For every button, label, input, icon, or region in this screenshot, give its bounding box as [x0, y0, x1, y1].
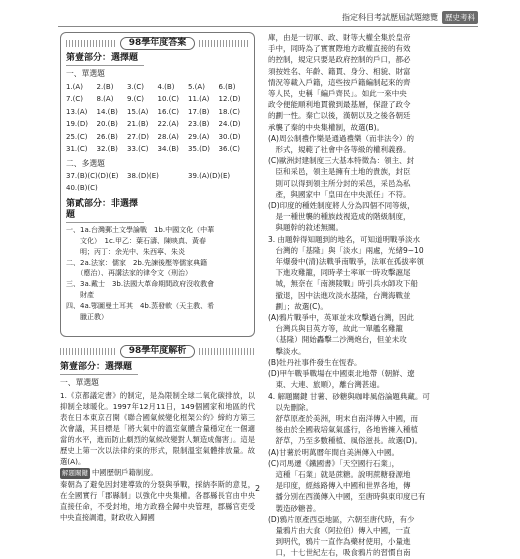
answer-item: 6.(B) — [218, 82, 236, 91]
text-line: 劃」；故選(C)。 — [268, 301, 328, 311]
nonchoice-line: 臘正教） — [66, 312, 108, 321]
answer-item: 8.(A) — [96, 95, 114, 104]
text-line: 政令便能順利地貫徹到最基層，保證了政令 — [268, 100, 411, 110]
answer-item: 33.(C) — [127, 145, 149, 154]
answer-item: 3.(C) — [127, 82, 145, 91]
single-choice-title: 一、單選題 — [66, 69, 105, 79]
answer-item: 24.(D) — [218, 120, 241, 129]
answers-part1-title: 第壹部分：選擇題 — [66, 53, 144, 66]
answer-item: 4.(B) — [157, 82, 175, 91]
banner-stripe-right — [199, 348, 255, 355]
answer-item: 38.(D)(E) — [127, 171, 159, 180]
answer-item: 28.(A) — [157, 132, 179, 141]
nonchoice-line: 明；丙丁：余光中、朱西寧、朱炎 — [66, 247, 185, 256]
answer-item: 19.(D) — [66, 120, 88, 129]
text-line: 庫，由是一切軍、政、財等大權全集於皇帝 — [268, 33, 411, 42]
nonchoice-line: 財產 — [66, 291, 94, 299]
header-divider — [58, 26, 478, 27]
text-line: 播分別在西漢傳入中國，至唐時與東印度已有 — [268, 492, 426, 502]
text-line: 下進攻雞籠，同時孝士率軍一時攻擊滬尾 — [268, 268, 411, 278]
nonchoice-line: 二、2a.法家：儒家 2b.先諫後壓等儒家典籍 — [66, 258, 208, 267]
analysis-part1-title: 第壹部分：選擇題 — [60, 362, 138, 375]
page-header — [58, 9, 478, 25]
answer-item: 26.(B) — [96, 132, 118, 141]
text-line: 產，與國家中「皇田在中央派任」不符。 — [268, 189, 411, 199]
text-line: 量鴉片由大食（阿拉伯）傳入中國，一直 — [268, 525, 411, 535]
answer-item: 2.(B) — [96, 82, 114, 91]
text-line: 臣和采邑，領主是擁有土地的貴族，封臣 — [268, 167, 411, 177]
answer-item: 12.(D) — [218, 95, 241, 104]
answer-item: 22.(A) — [157, 120, 179, 129]
subject-badge: 歷史考科 — [442, 11, 478, 24]
analysis-title: 98學年度解析 — [120, 345, 196, 358]
text-line: 情況等載入戶籍，這些按戶籍編制起來的齊 — [268, 77, 411, 87]
answers-title: 98學年度答案 — [120, 37, 196, 50]
text-line: 的控制，規定只要是政府控制的戶口，都必 — [268, 55, 411, 65]
text-line: 製造砂糖普。 — [268, 503, 321, 513]
text-line: (A)甘薯於明萬曆年間自美洲傳入中國。 — [268, 447, 399, 457]
nonchoice-line: 三、3a.戴士 3b.法國大革命期間政府沒收教會 — [66, 280, 215, 289]
left-column — [60, 32, 255, 523]
text-line: (C)司馬遷《鐵國書》「天空國行石業」， — [268, 458, 400, 468]
answer-item: 9.(C) — [127, 95, 145, 104]
text-line: 的劃一性。秦亡以後，漢朝以及之後各朝廷 — [268, 111, 411, 121]
banner-stripe-left — [66, 40, 116, 47]
answer-item: 31.(C) — [66, 145, 88, 154]
text-line: 舒草，乃至多數種植、風俗滋長。故選(D)。 — [268, 436, 423, 446]
text-line: (B)牡丹社事件發生在恆春。 — [268, 357, 362, 367]
nonchoice-line: 四、4a.鄂圖曼土耳其 4b.蒸發軟（天主教、希 — [66, 301, 215, 310]
answer-item: 15.(A) — [127, 107, 149, 116]
key-tag: 解題關鍵 — [62, 468, 88, 477]
banner-stripe-left — [60, 348, 116, 355]
answer-item: 35.(D) — [188, 145, 210, 154]
text-line: 口，十七世紀左右，吸食鴉片的習慣自南 — [268, 548, 411, 558]
text-line: 以先刪除。 — [268, 402, 313, 412]
text-line: 手中，同時為了實實際地方政權直接的有效 — [268, 44, 411, 54]
answers-banner — [66, 37, 249, 50]
text-line: 是一種世襲的種族歧視造成的階級制度， — [268, 212, 411, 222]
q2-head: 中國歷朝戶籍制度。 — [92, 467, 158, 477]
answer-item: 23.(B) — [188, 120, 210, 129]
answer-item: 1.(A) — [66, 82, 83, 91]
answer-item: 37.(B)(C)(D)(E) — [66, 171, 119, 180]
text-line: 與題幹的敘述無關。 — [268, 223, 343, 233]
text-line: (A)周公制禮作樂是通過禮樂（而非法令）的 — [268, 133, 414, 143]
text-line: 台灣兵與目英方等，故此一單艦名雞籠 — [268, 324, 403, 334]
q2-body: 秦朝為了避免因封建導致的分裂與爭戰，採納李斯的意見，在全國實行「郡縣制」以強化中央集權。各郡縣長官由中央直接任命，不受封地，地方政務全歸中央管理，郡縣官吏受中央直接調遣，財政收入歸國 — [60, 479, 255, 522]
text-line: 須按姓名、年齡、籍貫、身分、相貌、財富 — [268, 66, 411, 76]
text-line: 城，無奈在「南澳陵戰」時引兵水師攻下船 — [268, 279, 418, 289]
answer-item: 10.(C) — [157, 95, 179, 104]
text-line: 東、大連、旅順），離台灣甚遠。 — [268, 380, 385, 390]
text-line: 擊淡水。 — [268, 346, 306, 356]
answers-part2-title: 第貳部分：非選擇題 — [66, 199, 144, 223]
text-line: (D)印度的種姓制度將人分為四個不同等級， — [268, 201, 415, 211]
text-line: 台灣的「基隆」與「淡水」兩處，光緒9~10 — [268, 245, 424, 255]
nonchoice-line: （應治）、再講法家的律令文（刑治） — [66, 269, 192, 278]
text-line: 等人民，史稱「編戶齊民」。如此一來中央 — [268, 89, 407, 99]
answer-box — [60, 32, 255, 337]
text-line: 3. 由題幹得知題到的地名，可知道明戰爭淡水 — [268, 234, 421, 244]
text-line: (A)鴉片戰爭中，英軍並未攻擊過台灣，因此 — [268, 313, 414, 323]
text-line: (D)甲午戰爭戰場在中國東北地帶（朝鮮、遼 — [268, 369, 415, 379]
answer-item: 11.(A) — [188, 95, 210, 104]
single-choice-answers — [66, 81, 249, 156]
answer-item: 14.(B) — [96, 107, 118, 116]
text-line: 到明代，鴉片一直作為藥材使用，小量進 — [268, 537, 411, 547]
page-number: 2 — [255, 484, 261, 493]
answer-item: 30.(D) — [218, 132, 241, 141]
text-line: 這種「石業」就是蔗糖。說明蔗糖發源地 — [268, 469, 411, 479]
text-line: 後由於全國栽培氣氣盛行，各地皆擁入種植 — [268, 425, 418, 435]
answer-item: 13.(A) — [66, 107, 88, 116]
answer-item: 39.(A)(D)(E) — [188, 171, 231, 180]
text-line: （基隆）開始轟擊二沙灣炮台，但並未攻 — [268, 335, 407, 345]
answer-item: 32.(B) — [96, 145, 118, 154]
nonchoice-line: 文化） 1c.甲乙：葉石濤、陳映真、黃春 — [66, 237, 207, 246]
analysis-q2 — [60, 467, 255, 523]
text-line: (C)歐洲封建制度三大基本特徵為：領主、封 — [268, 156, 415, 166]
text-line: (D)鴉片原產西亞地區，六朝至唐代時，有少 — [268, 514, 415, 524]
analysis-q1: 1.《京都議定書》的制定，是為限制全球二氧化碳排放，以抑制全球暖化。1997年12月11日，149個國家和地區的代表在日本東京召開《聯合國氣候變化框架公約》締約方第三次會議，其目標是「將大氣中的溫室氣體含量穩定在一個適當的水平，進而防止劇烈的氣候改變對人類造成傷害」。這是歷史上第一次以法律約束的形式，限制溫室氣體排放量。故選(A)。 — [60, 390, 255, 466]
answer-item: 21.(B) — [127, 120, 149, 129]
book-title: 指定科目考試歷屆試題總覽 — [342, 12, 438, 22]
answer-item: 16.(C) — [157, 107, 179, 116]
text-line: 則可以得到領主所分封的采邑，采邑為私 — [268, 178, 411, 188]
answer-item: 18.(C) — [218, 107, 240, 116]
answer-item: 27.(D) — [127, 132, 149, 141]
banner-stripe-right — [199, 40, 249, 47]
nonchoice-line: 一、1a.台灣郵土文學論戰 1b.中國文化（中華 — [66, 226, 215, 235]
text-line: 承襲了秦的中央集權制，故選(B)。 — [268, 122, 384, 132]
text-line: 撤退，因中法進攻淡水基隆，台灣海戰並 — [268, 290, 411, 300]
multi-choice-title: 二、多選題 — [66, 158, 105, 168]
answer-item: 25.(C) — [66, 132, 88, 141]
answer-item: 40.(B)(C) — [66, 184, 98, 193]
answer-item: 17.(B) — [188, 107, 210, 116]
answer-item: 5.(A) — [188, 82, 205, 91]
analysis-banner — [60, 345, 255, 358]
text-line: 年爆發中(清)法戰爭南戰爭，法軍在孤拔率領 — [268, 257, 424, 267]
answer-item: 7.(C) — [66, 95, 84, 104]
right-column — [268, 32, 480, 559]
text-line: 舒草原產於美洲，明末自南洋傳入中國，而 — [268, 413, 418, 423]
multi-choice-answers — [66, 170, 249, 195]
answer-item: 20.(B) — [96, 120, 118, 129]
answer-item: 34.(B) — [157, 145, 179, 154]
text-line: 是印度，經絲路傳入中國和世界各地，傳 — [268, 481, 411, 491]
answer-item: 29.(A) — [188, 132, 210, 141]
text-line: 4. 解題關鍵 甘薯、砂糖與咖啡風俗論題典藏。可 — [268, 391, 430, 401]
text-line: 形式，規範了社會中各等級的權利義務。 — [268, 145, 411, 155]
nonchoice-answers — [66, 225, 249, 322]
answer-item: 36.(C) — [218, 145, 240, 154]
analysis-single-title: 一、單選題 — [60, 378, 99, 388]
